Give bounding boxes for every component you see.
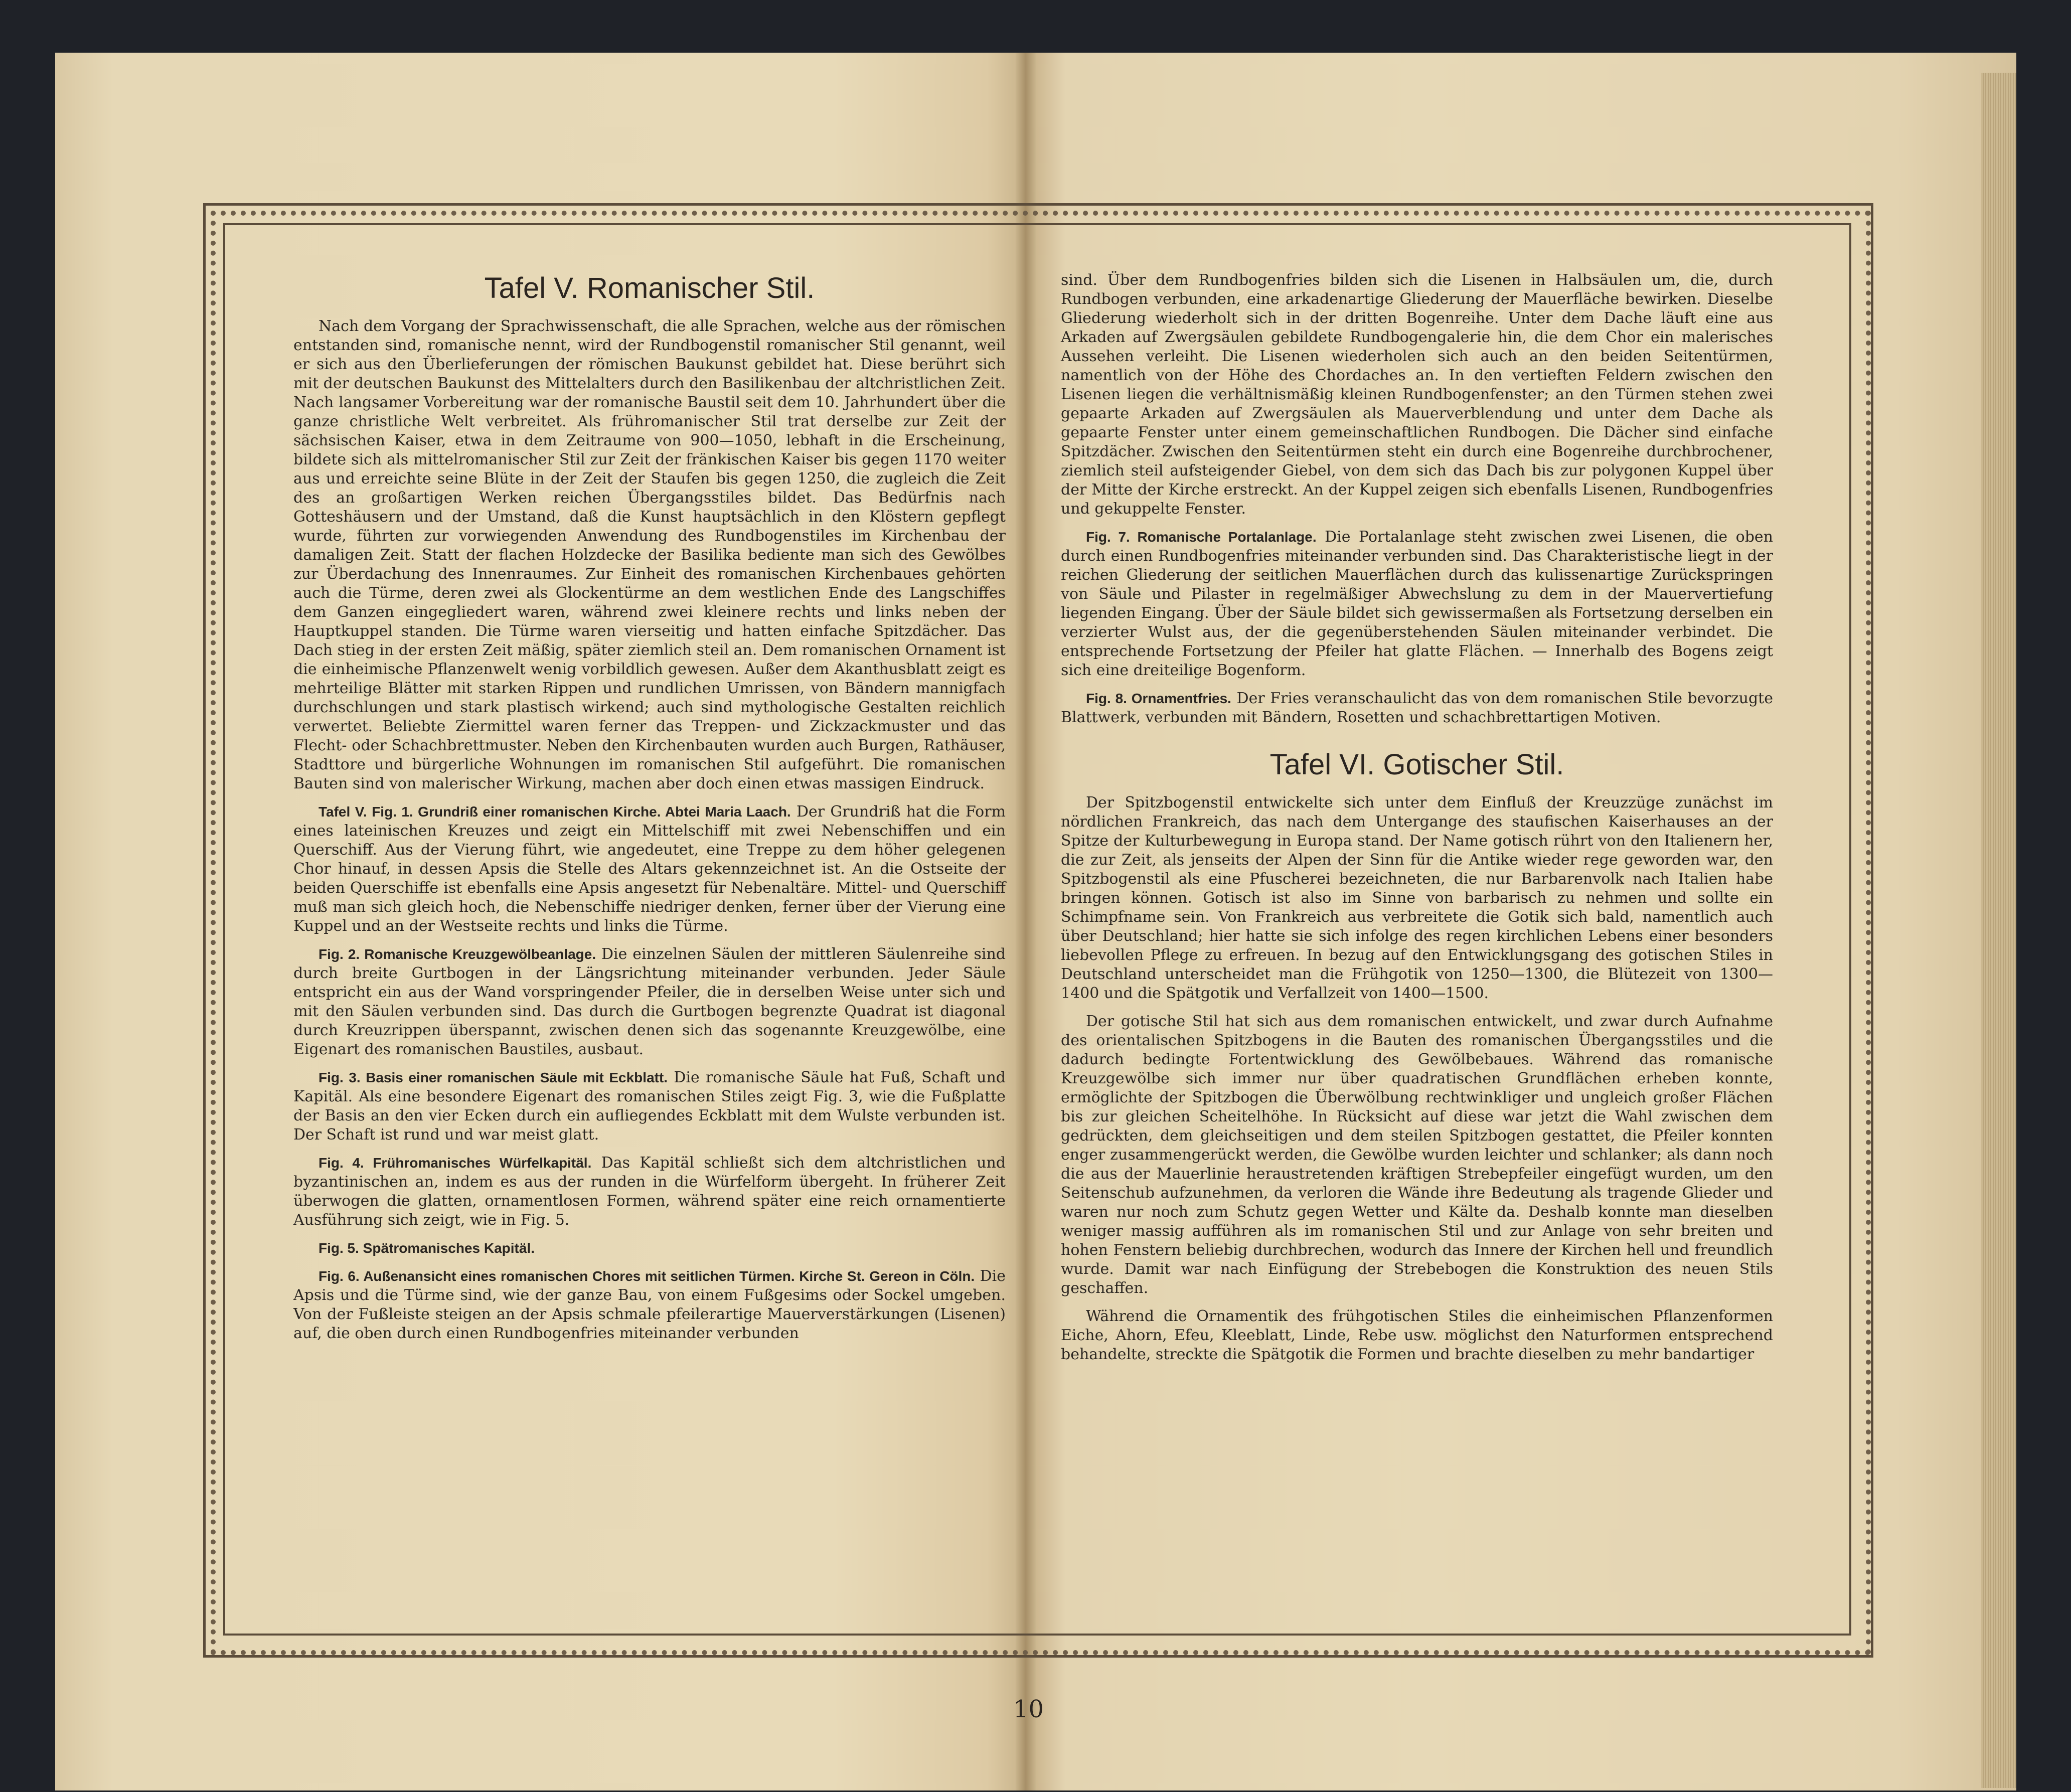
- fig-text: Die romanische Säule hat Fuß, Schaft und Kapitäl. Als eine besondere Eigenart des romanischen Stiles zeigt Fig. 3, wie die Fußplatte der Basis an den vier Ecken durch ein aufliegendes Eckblatt mit dem Wulste verbunden ist. Der Schaft ist rund und war meist glatt.: [293, 1069, 1006, 1144]
- fig-caption: Fig. 5. Spätromanisches Kapitäl.: [318, 1240, 535, 1256]
- fig-caption: Fig. 7. Romanische Portalanlage.: [1086, 529, 1317, 545]
- fig-text: Der Fries veranschaulicht das von dem romanischen Stile bevorzugte Blattwerk, verbunden mit Bändern, Rosetten und schachbrettartigen Motiven.: [1061, 690, 1773, 726]
- continuation-paragraph: sind. Über dem Rundbogenfries bilden sich die Lisenen in Halbsäulen um, die, durch Rundbogen verbunden, eine arkadenartige Gliederung der Mauerfläche bewirken. Dieselbe Gliederung wiederholt sich in der dritten Bogenreihe. Unter dem Dache läuft eine aus Arkaden auf Zwergsäulen gebildete Rundbogengalerie hin, die dem Chor ein malerisches Aussehen verleiht. Die Lisenen wiederholen sich auch an den beiden Seitentürmen, namentlich von der Höhe des Chordaches an. In den vertieften Feldern zwischen den Lisenen liegen die verhältnismäßig kleinen Rundbogenfenster; an den Türmen stehen zwei gepaarte Arkaden auf Zwergsäulen als Mauerverblendung und unter dem Dache als gepaarte Fenster unter einem gemeinschaftlichen Rundbogen. Die Dächer sind einfache Spitzdächer. Zwischen den Seitentürmen steht ein durch eine Bogenreihe durchbrochener, ziemlich steil aufsteigender Giebel, von dem sich das Dach bis zur polygonen Kuppel über der Mitte der Kirche erstreckt. An der Kuppel zeigen sich ebenfalls Lisenen, Rundbogenfries und gekuppelte Fenster.: [1061, 271, 1773, 518]
- fig-paragraph: [1061, 528, 1773, 680]
- fig-caption: Fig. 2. Romanische Kreuzgewölbeanlage.: [318, 946, 596, 962]
- fig-text: Das Kapitäl schließt sich dem altchristlichen und byzantinischen an, indem es aus der runden in die Würfelform übergeht. In früherer Zeit überwogen die glatten, ornamentlosen Formen, während später eine reich ornamentierte Ausführung sich zeigt, wie in Fig. 5.: [293, 1154, 1006, 1229]
- fig-paragraph: [293, 1154, 1006, 1230]
- body-paragraph: Der gotische Stil hat sich aus dem romanischen entwickelt, und zwar durch Aufnahme des orientalischen Spitzbogens in die Bauten des romanischen Übergangsstiles und die dadurch bedingte Fortentwicklung des Gewölbebaues. Während das romanische Kreuzgewölbe sich immer nur über quadratischen Grundflächen erheben konnte, ermöglichte der Spitzbogen die Überwölbung rechtwinkliger und ungleich großer Flächen bis zur gleichen Scheitelhöhe. In Rücksicht auf diese war jetzt die Wahl zwischen dem gedrückten, dem gleichseitigen und dem steilen Spitzbogen gestattet, die Pfeiler konnten enger zusammengerückt werden, die Gewölbe wurden leichter und schlanker; als dann noch die aus der Mauerlinie heraustretenden kräftigen Strebepfeiler eingefügt wurden, um den Seitenschub aufzunehmen, da verloren die Wände ihre Bedeutung als tragende Glieder und waren nur noch zum Schutz gegen Wetter und Kälte da. Deshalb konnte man dieselben weniger massig aufführen als im romanischen Stil und zur Anlage von sehr breiten und hohen Fenstern beliebig durchbrechen, wodurch das Innere der Kirchen hell und freundlich wurde. Damit war nach Einfügung der Strebebogen die Konstruktion des neuen Stils geschaffen.: [1061, 1013, 1773, 1297]
- section-title-tafel-vi: Tafel VI. Gotischer Stil.: [1269, 748, 1564, 781]
- body-paragraph: Der Spitzbogenstil entwickelte sich unter dem Einfluß der Kreuzzüge zunächst im nördlichen Frankreich, das nach dem Untergange des staufischen Kaiserhauses an der Spitze der Kulturbewegung in Europa stand. Der Name gotisch rührt von den Italienern her, die zur Zeit, als jenseits der Alpen der Sinn für die Antike wieder rege geworden war, den Spitzbogenstil als eine Pfuscherei bezeichneten, die nur Barbarenvolk nach Italien habe bringen können. Gotisch ist also im Sinne von barbarisch zu nehmen und sollte ein Schimpfname sein. Von Frankreich aus verbreitete die Gotik sich bald, namentlich auch über Deutschland; hier hatte sie sich infolge des regen kirchlichen Lebens einer besonders liebevollen Pflege zu erfreuen. In bezug auf den Entwicklungsgang des gotischen Stiles in Deutschland unterscheidet man die Frühgotik von 1250—1300, die Blütezeit von 1300—1400 und die Spätgotik und Verfallzeit von 1400—1500.: [1061, 794, 1773, 1002]
- fig-caption: Fig. 8. Ornamentfries.: [1086, 691, 1231, 706]
- fig-caption: Fig. 3. Basis einer romanischen Säule mit Eckblatt.: [318, 1070, 668, 1085]
- left-column: [293, 271, 1006, 1352]
- page-edges: [1981, 73, 2016, 1788]
- fig-text: Die Apsis und die Türme sind, wie der ganze Bau, von einem Fußgesims oder Sockel umgeben. Von der Fußleiste steigen an der Apsis schmale pfeilerartige Mauerverstärkungen (Lisenen) auf, die oben durch einen Rundbogenfries miteinander verbunden: [293, 1267, 1006, 1342]
- fig-paragraph: [293, 945, 1006, 1059]
- fig-paragraph: [293, 1267, 1006, 1343]
- section-title-tafel-v: Tafel V. Romanischer Stil.: [484, 272, 815, 304]
- page-number: 10: [1013, 1695, 1044, 1723]
- right-column: [1061, 271, 1773, 1373]
- fig-paragraph: [293, 802, 1006, 936]
- fig-paragraph: [293, 1068, 1006, 1145]
- body-paragraph: Während die Ornamentik des frühgotischen Stiles die einheimischen Pflanzenformen Eiche, Ahorn, Efeu, Kleeblatt, Linde, Rebe usw. möglichst den Naturformen entsprechend behandelte, streckte die Spätgotik die Formen und brachte dieselben zu mehr bandartiger: [1061, 1308, 1773, 1363]
- fig-caption: Fig. 4. Frühromanisches Würfelkapitäl.: [318, 1155, 592, 1171]
- fig-paragraph: [1061, 689, 1773, 727]
- fig-text: Die Portalanlage steht zwischen zwei Lisenen, die oben durch einen Rundbogenfries miteinander verbunden sind. Das Charakteristische liegt in der reichen Gliederung der seitlichen Mauerflächen durch das kulissenartige Zurückspringen von Säule und Pilaster in regelmäßiger Abwechslung zu dem in der Mauervertiefung liegenden Eingang. Über der Säule bildet sich gewissermaßen als Fortsetzung derselben ein verzierter Wulst aus, der die gegenüberstehenden Säulen miteinander verbindet. Die entsprechende Fortsetzung der Pfeiler hat glatte Flächen. — Innerhalb des Bogens zeigt sich eine dreiteilige Bogenform.: [1061, 528, 1773, 679]
- fig-text: Die einzelnen Säulen der mittleren Säulenreihe sind durch breite Gurtbogen in der Längsrichtung miteinander verbunden. Jeder Säule entspricht ein aus der Wand vorspringender Pfeiler, die in derselben Weise unter sich und mit den Säulen verbunden sind. Das durch die Gurtbogen begrenzte Quadrat ist diagonal durch Kreuzrippen überspannt, zwischen denen sich das sogenannte Kreuzgewölbe, eine Eigenart des romanischen Baustiles, ausbaut.: [293, 945, 1006, 1058]
- fig-text: Der Grundriß hat die Form eines lateinischen Kreuzes und zeigt ein Mittelschiff mit zwei Nebenschiffen und ein Querschiff. Aus der Vierung führt, wie angedeutet, eine Treppe zu dem höher gelegenen Chor hinauf, in dessen Apsis die Stelle des Altars gekennzeichnet ist. An die Ostseite der beiden Querschiffe ist ebenfalls eine Apsis angesetzt für Nebenaltäre. Mittel- und Querschiff muß man sich gleich hoch, die Nebenschiffe niedriger denken, ferner über der Vierung eine Kuppel und an der Westseite rechts und links die Türme.: [293, 803, 1006, 935]
- fig-caption: Fig. 6. Außenansicht eines romanischen Chores mit seitlichen Türmen. Kirche St. Gereon in Cöln.: [318, 1268, 975, 1284]
- fig-paragraph: [293, 1239, 1006, 1258]
- intro-paragraph: Nach dem Vorgang der Sprachwissenschaft, die alle Sprachen, welche aus der römischen entstanden sind, romanische nennt, wird der Rundbogenstil romanischer Stil genannt, weil er sich aus den Überlieferungen der römischen Baukunst gebildet hat. Diese berührt sich mit der deutschen Baukunst des Mittelalters durch den Basilikenbau der altchristlichen Zeit. Nach langsamer Vorbereitung war der romanische Baustil seit dem 10. Jahrhundert über die ganze christliche Welt verbreitet. Als frühromanischer Stil trat derselbe zur Zeit der sächsischen Kaiser, etwa in dem Zeitraume von 900—1050, lebhaft in die Erscheinung, bildete sich als mittelromanischer Stil zur Zeit der fränkischen Kaiser bis gegen 1170 weiter aus und erreichte seine Blüte in der Zeit der Staufen bis gegen 1250, die zugleich die Zeit des an großartigen Werken reichen Übergangsstiles bildet. Das Bedürfnis nach Gotteshäusern und der Umstand, daß die Kunst hauptsächlich in den Klöstern gepflegt wurde, führten zur vorwiegenden Anwendung des Rundbogenstiles im Kirchenbau der damaligen Zeit. Statt der flachen Holzdecke der Basilika bediente man sich des Gewölbes zur Überdachung des Innenraumes. Zur Einheit des romanischen Kirchenbaues gehörten auch die Türme, deren zwei als Glockentürme an dem westlichen Ende des Langschiffes dem Ganzen eingegliedert waren, während zwei kleinere rechts und links neben der Hauptkuppel standen. Die Türme waren vierseitig und hatten einfache Spitzdächer. Das Dach stieg in der ersten Zeit mäßig, später ziemlich steil an. Dem romanischen Ornament ist die einheimische Pflanzenwelt wenig vorbildlich gewesen. Außer dem Akanthusblatt zeigt es mehrteilige Blätter mit starken Rippen und rundlichen Umrissen, von Bändern mannigfach durchschlungen und stark plastisch wirkend; auch sind mythologische Gestalten reichlich verwertet. Beliebte Ziermittel waren ferner das Treppen- und Zickzackmuster und das Flecht- oder Schachbrettmuster. Neben den Kirchenbauten wurden auch Burgen, Rathäuser, Stadttore und bürgerliche Wohnungen im romanischen Stil aufgeführt. Die romanischen Bauten sind von malerischer Wirkung, machen aber doch einen etwas massigen Eindruck.: [293, 317, 1006, 792]
- fig-caption: Tafel V. Fig. 1. Grundriß einer romanischen Kirche. Abtei Maria Laach.: [318, 804, 791, 820]
